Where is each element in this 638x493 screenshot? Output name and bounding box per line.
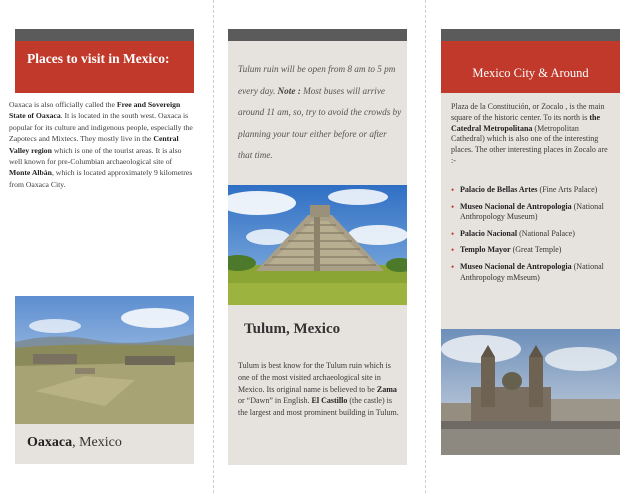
tulum-info-box bbox=[228, 41, 407, 185]
text-run: , which is located approximately 9 kilometres from Oaxaca City. bbox=[9, 168, 193, 189]
list-item: • Templo Mayor (Great Temple) bbox=[451, 245, 615, 256]
text-run: or “Dawn” in English. bbox=[238, 396, 312, 406]
bold-text-run: Central Valley region bbox=[9, 134, 179, 155]
oaxaca-caption-rest: , Mexico bbox=[72, 435, 122, 450]
text-run: . It is located in the south west. Oaxaca is popular for its culture and indigenous people, especially the Zapotecs and Mixtecs. They mostly live in the bbox=[9, 111, 193, 144]
bold-text-run: the Catedral Metropolitana bbox=[451, 112, 601, 133]
mexico-city-text-box bbox=[441, 93, 620, 329]
oaxaca-description bbox=[9, 99, 195, 190]
top-bar bbox=[228, 29, 407, 41]
bold-text-run: Monte Albán bbox=[9, 168, 52, 178]
oaxaca-caption bbox=[27, 435, 122, 451]
text-run: which is one of the tourist areas. It is also well known for pre-Columbian archaeological site of bbox=[9, 145, 182, 167]
list-item: • Museo Nacional de Antropologia (National Anthropology Museum) bbox=[451, 202, 615, 223]
tulum-hours-text: Tulum ruin will be open from 8 am to 5 pm every day. bbox=[238, 64, 396, 96]
list-item: • Palacio de Bellas Artes (Fine Arts Palace) bbox=[451, 185, 615, 196]
text-run: Plaza de la Constitución, or Zocalo , is the main square of the historic center. To its north is bbox=[451, 102, 605, 122]
note-label: Note : bbox=[277, 85, 301, 96]
text-run: (the castle) is the largest and most prominent building in Tulum. bbox=[238, 396, 399, 418]
oaxaca-caption-bold: Oaxaca bbox=[27, 435, 73, 450]
zocalo-places-list bbox=[451, 185, 615, 289]
note-text: Most buses will arrive around 11 am, so, try to avoid the crowds by planning your tour either before or after that time. bbox=[238, 85, 402, 160]
top-bar bbox=[441, 29, 620, 41]
list-item: • Museo Nacional de Antropologia (National Anthropology mMseum) bbox=[451, 262, 615, 283]
tulum-photo bbox=[228, 185, 407, 305]
text-run: Tulum is best know for the Tulum ruin which is one of the most visited archaeological site in Mexico. Its original name is believed to be bbox=[238, 361, 391, 394]
places-header-text: Places to visit in Mexico: bbox=[27, 51, 170, 66]
mexico-city-header bbox=[441, 41, 620, 93]
fold-line-1 bbox=[213, 0, 214, 493]
list-item: • Palacio Nacional (National Palace) bbox=[451, 229, 615, 240]
text-run: Oaxaca is also officially called the bbox=[9, 100, 117, 109]
places-header bbox=[15, 41, 194, 93]
tulum-hours bbox=[238, 59, 403, 167]
cathedral-photo bbox=[441, 329, 620, 455]
oaxaca-caption-box bbox=[15, 424, 194, 464]
fold-line-2 bbox=[425, 0, 426, 493]
bold-text-run: El Castillo bbox=[311, 396, 348, 406]
oaxaca-photo bbox=[15, 296, 194, 424]
bold-text-run: Zama bbox=[376, 384, 397, 394]
tulum-text-box bbox=[228, 305, 407, 465]
text-run: (Metropolitan Cathedral) which is also one of the interesting places. The other interesting places in Zocalo are :- bbox=[451, 123, 608, 165]
tulum-description bbox=[238, 360, 402, 419]
top-bar bbox=[15, 29, 194, 41]
bold-text-run: Free and Sovereign State of Oaxaca bbox=[9, 100, 181, 121]
mexico-city-header-text: Mexico City & Around bbox=[472, 66, 589, 80]
zocalo-intro bbox=[451, 102, 613, 167]
tulum-title: Tulum, Mexico bbox=[244, 321, 341, 337]
